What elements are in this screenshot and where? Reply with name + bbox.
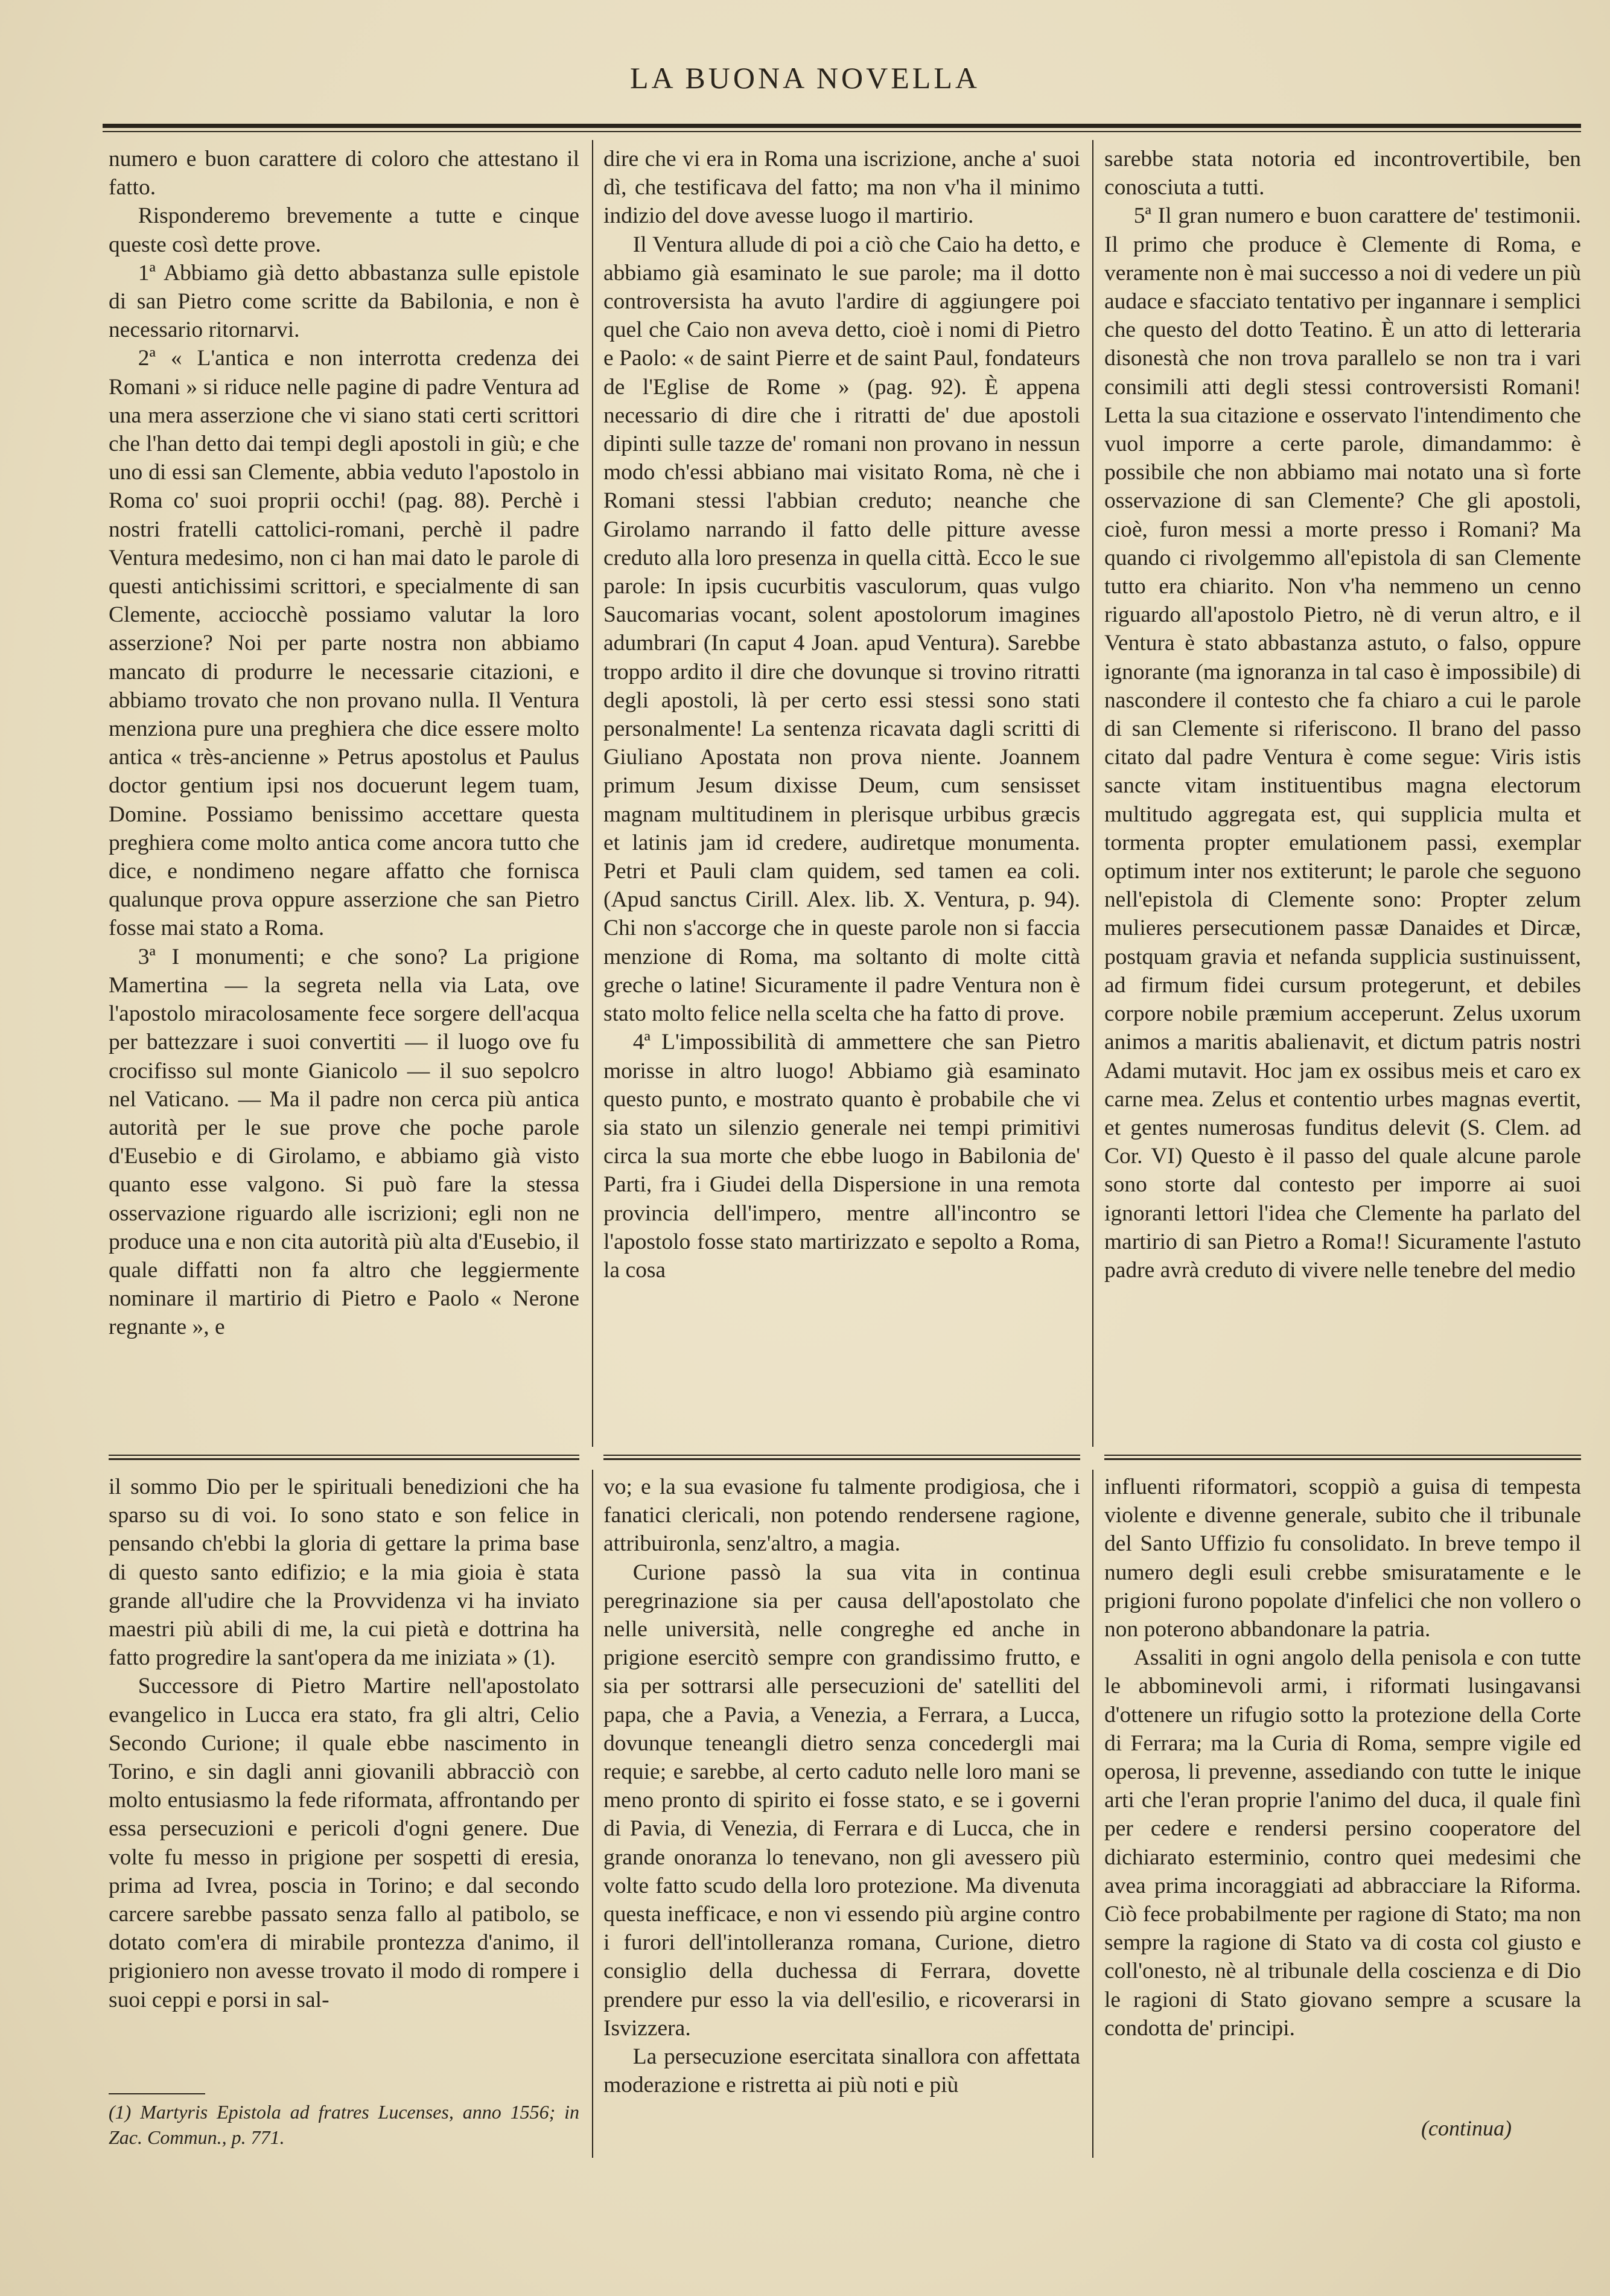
upper-column-1 (109, 145, 579, 1446)
upper-column-3 (1104, 145, 1581, 1446)
upper-column-2 (603, 145, 1080, 1446)
paragraph: 4ª L'impossibilità di ammettere che san Pietro morisse in altro luogo! Abbiamo già esaminato questo punto, e mostrato quanto è probabile che vi sia stato un silenzio generale nei tempi primitivi circa la sua morte che ebbe luogo in Babilonia de' Parti, fra i Giudei della Dispersione in una remota provincia dell'impero, mentre all'incontro se l'apostolo fosse stato martirizzato e sepolto a Roma, la cosa (603, 1030, 1080, 1283)
paragraph: 3ª I monumenti; e che sono? La prigione Mamertina — la segreta nella via Lata, ove l'apostolo miracolosamente fece sorgere dell'acqua per battezzare i suoi convertiti — il luogo ove fu crocifisso sul monte Gianicolo — il suo sepolcro nel Vaticano. — Ma il padre non cerca più antica autorità per le sue prove che poche parole d'Eusebio e di Girolamo, e abbiamo già visto quanto esse valgono. Si può fare la stessa osservazione riguardo alle iscrizioni; egli non ne produce una e non cita autorità più alta d'Eusebio, il quale diffatti non fa altro che leggiermente nominare il martirio di Pietro e Paolo « Nerone regnante », e (109, 944, 579, 1340)
paragraph: dire che vi era in Roma una iscrizione, anche a' suoi dì, che testificava del fatto; ma non v'ha il minimo indizio del dove avesse luogo il martirio. (603, 147, 1080, 229)
paragraph: La persecuzione esercitata sinallora con affettata moderazione e ristretta ai più noti e più (603, 2044, 1080, 2098)
header-rule-thin (103, 131, 1581, 132)
footnote: (1) Martyris Epistola ad fratres Lucenses, anno 1556; in Zac. Commun., p. 771. (109, 2101, 579, 2148)
paragraph: influenti riformatori, scoppiò a guisa di tempesta violente e divenne generale, subito che il tribunale del Santo Uffizio fu consolidato. In breve tempo il numero degli esuli crebbe smisuratamente e le prigioni furono popolate d'infelici che non vollero o non poterono abbandonare la patria. (1104, 1475, 1581, 1642)
paragraph: sarebbe stata notoria ed incontrovertibile, ben conosciuta a tutti. (1104, 147, 1581, 200)
column-divider (592, 140, 593, 1447)
lower-column-2 (603, 1473, 1080, 2161)
section-separator (1104, 1455, 1581, 1460)
paragraph: Assaliti in ogni angolo della penisola e con tutte le abbominevoli armi, i riformati lusingavansi d'ottenere un rifugio sotto la protezione della Corte di Ferrara; ma la Curia di Roma, sempre vigile ed operosa, li prevenne, assediando con tutte le inique arti che l'eran proprie l'animo del duca, il quale finì per cedere e rendersi persino cooperatore del dichiarato esterminio, contro quei medesimi che avea prima incoraggiati ad abbracciare la Riforma. Ciò fece probabilmente per ragione di Stato; ma non sempre la ragione di Stato va di costa col giusto e coll'onesto, nè al tribunale della coscienza e di Dio le ragioni di Stato giovano sempre a scusare la condotta de' principi. (1104, 1645, 1581, 2041)
section-separator (603, 1455, 1080, 1460)
paragraph: vo; e la sua evasione fu talmente prodigiosa, che i fanatici clericali, non potendo rendersene ragione, attribuironla, senz'altro, a magia. (603, 1475, 1080, 1557)
column-divider (592, 1470, 593, 2158)
footnote-rule (109, 2093, 205, 2094)
continued-label: (continua) (1421, 2116, 1512, 2140)
paragraph: il sommo Dio per le spirituali benedizioni che ha sparso su di voi. Io sono stato e son felice in pensando ch'ebbi la gloria di gettare la prima base di questo santo edifizio; e la mia gioia è stata grande all'udire che la Provvidenza vi ha inviato maestri più abili di me, la cui pietà e dottrina ha fatto progredire la sant'opera da me iniziata » (1). (109, 1475, 579, 1671)
paragraph: Risponderemo brevemente a tutte e cinque queste così dette prove. (109, 203, 579, 257)
lower-column-3 (1104, 1473, 1581, 2113)
column-divider (1092, 140, 1093, 1447)
page-title: LA BUONA NOVELLA (630, 61, 980, 95)
masthead (0, 42, 1610, 115)
section-separator (109, 1455, 579, 1460)
paragraph: numero e buon carattere di coloro che attestano il fatto. (109, 147, 579, 200)
paragraph: Il Ventura allude di poi a ciò che Caio ha detto, e abbiamo già esaminato le sue parole; ma il dotto controversista ha avuto l'ardire di aggiungere poi quel che Caio non aveva detto, cioè i nomi di Pietro e Paolo: « de saint Pierre et de saint Paul, fondateurs de l'Eglise de Rome » (pag. 92). È appena necessario di dire che i ritratti de' due apostoli dipinti sulle tazze de' romani non provano in nessun modo ch'essi abbiano mai visitato Roma, nè che i Romani stessi l'abbian creduto; neanche che Girolamo narrando il fatto delle pitture avesse creduto alla loro presenza in quella città. Ecco le sue parole: In ipsis cucurbitis vasculorum, quas vulgo Saucomarias vocant, solent apostolorum imagines adumbrari (In caput 4 Joan. apud Ventura). Sarebbe troppo ardito il dire che dovunque si trovino ritratti degli apostoli, là per certo essi stessi sono stati personalmente! La sentenza ricavata dagli scritti di Giuliano Apostata non prova niente. Joannem primum Jesum dixisse Deum, cum sensisset magnam multitudinem in plerisque urbibus græcis et latinis jam id credere, audiretque monumenta. Petri et Pauli clam quidem, sed tamen ea coli. (Apud sanctus Cirill. Alex. lib. X. Ventura, p. 94). Chi non s'accorge che in queste parole non si faccia menzione di Roma, ma soltanto di molte città greche o latine! Sicuramente il padre Ventura non è stato molto felice nella scelta che ha fatto di prove. (603, 232, 1080, 1027)
paragraph: Curione passò la sua vita in continua peregrinazione sia per causa dell'apostolato che nelle università, nelle congreghe ed anche in prigione esercitò sempre con grandissimo frutto, e sia per sottrarsi alle persecuzioni de' satelliti del papa, che a Pavia, a Venezia, a Ferrara, a Lucca, dovunque teneangli dietro senza concedergli mai requie; e sarebbe, al certo caduto nelle loro mani se meno pronto di spirito ei fosse stato, e se i governi di Pavia, di Venezia, di Ferrara e di Lucca, che in grande onoranza lo tenevano, non gli avessero più volte fatto scudo della loro protezione. Ma divenuta questa inefficace, e non vi essendo più argine contro i furori dell'intolleranza romana, Curione, dietro consiglio della duchessa di Ferrara, dovette prendere pur esso la via dell'esilio, e ricoverarsi in Isvizzera. (603, 1560, 1080, 2041)
paragraph: Successore di Pietro Martire nell'apostolato evangelico in Lucca era stato, fra gli altri, Celio Secondo Curione; il quale ebbe nascimento in Torino, e sin dagli anni giovanili abbracciò con molto entusiasmo la fede riformata, affrontando per essa persecuzioni e pericoli d'ogni genere. Due volte fu messo in prigione per sospetti di eresia, prima ad Ivrea, poscia in Torino; e dal secondo carcere sarebbe passato senza fallo al patibolo, se dotato com'era di mirabile prontezza d'animo, il prigioniero non avesse trovato il modo di rompere i suoi ceppi e porsi in sal- (109, 1674, 579, 2012)
paragraph: 5ª Il gran numero e buon carattere de' testimonii. Il primo che produce è Clemente di Roma, e veramente non è mai successo a noi di vedere un più audace e sfacciato tentativo per ingannare i semplici che questo del dotto Teatino. È un atto di letteraria disonestà che non trova parallelo se non tra i vari consimili atti degli stessi controversisti Romani! Letta la sua citazione e osservato l'intendimento che vuol imporre a certe parole, dimandammo: è possibile che non abbiamo mai notato una sì forte osservazione di san Clemente? Che gli apostoli, cioè, furon messi a morte presso i Romani? Ma quando ci rivolgemmo all'epistola di san Clemente tutto era chiarito. Non v'ha nemmeno un cenno riguardo all'apostolo Pietro, nè di verun altro, e il Ventura è stato abbastanza astuto, o falso, oppure ignorante (ma ignoranza in tal caso è impossibile) di nascondere il contesto che fa chiaro a cui le parole di san Clemente si riferiscono. Il brano del passo citato dal padre Ventura è come segue: Viris istis sancte vitam instituentibus magna electorum multitudo aggregata est, qui supplicia multa et tormenta propter emulationem passi, exemplar optimum inter nos extiterunt; le parole che seguono nell'epistola di Clemente sono: Propter zelum mulieres persecutionem passæ Danaides et Dircæ, postquam gravia et nefanda supplicia sustinuissent, ad firmum fidei cursum protegerunt, et debiles corpore nobile præmium acceperunt. Zelus uxorum animos a maritis abalienavit, et dictum patris nostri Adami mutavit. Hoc jam ex ossibus meis et caro ex carne mea. Zelus et contentio urbes magnas evertit, et gentes numerosas funditus delevit (S. Clem. ad Cor. VI) Questo è il passo del quale alcune parole sono storte dal contesto per imporre ai suoi ignoranti lettori l'idea che Clemente ha parlato del martirio di san Pietro a Roma!! Sicuramente l'astuto padre avrà creduto di vivere nelle tenebre del medio (1104, 203, 1581, 1283)
column-divider (1092, 1470, 1093, 2158)
header-rule-thick (103, 124, 1581, 128)
paragraph: 1ª Abbiamo già detto abbastanza sulle epistole di san Pietro come scritte da Babilonia, e non è necessario ritornarvi. (109, 260, 579, 343)
lower-column-1 (109, 1473, 579, 2088)
paragraph: 2ª « L'antica e non interrotta credenza dei Romani » si riduce nelle pagine di padre Ventura ad una mera asserzione che vi siano stati certi scrittori che l'han detto dai tempi degli apostoli in giù; e che uno di essi san Clemente, abbia veduto l'apostolo in Roma co' suoi proprii occhi! (pag. 88). Perchè i nostri fratelli cattolici-romani, perchè il padre Ventura medesimo, non ci han mai dato le parole di questi antichissimi scrittori, e specialmente di san Clemente, acciocchè possiamo valutar la loro asserzione? Noi per parte nostra non abbiamo mancato di produrre le necessarie citazioni, e abbiamo trovato che non provano nulla. Il Ventura menziona pure una preghiera che dice essere molto antica « très-ancienne » Petrus apostolus et Paulus doctor gentium ipsi nos docuerunt legem tuam, Domine. Possiamo benissimo accettare questa preghiera come molto antica come ancora tutto che dice, e nondimeno negare affatto che fornisca qualunque prova oppure asserzione che san Pietro fosse mai stato a Roma. (109, 346, 579, 941)
